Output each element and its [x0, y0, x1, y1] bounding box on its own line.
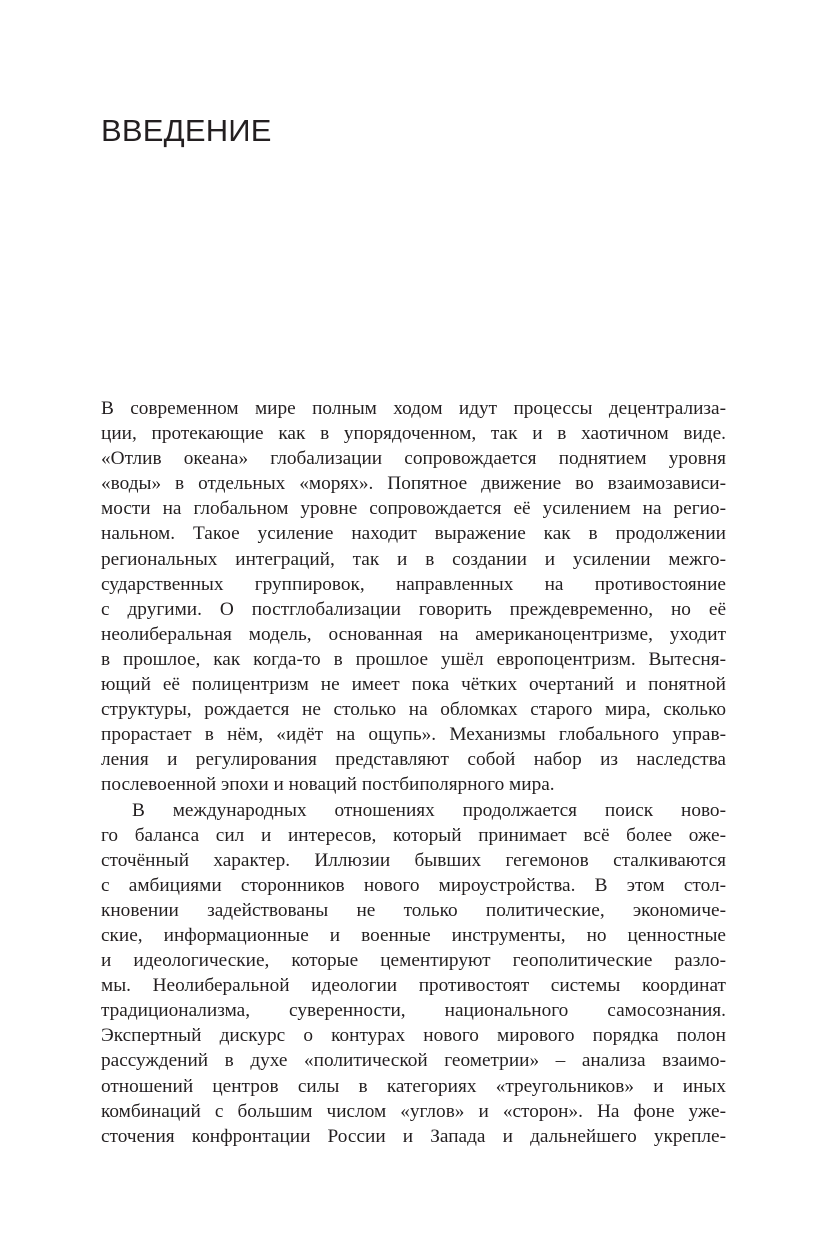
paragraph-2-line-7: и идеологические, которые цементируют геополитические разло-: [101, 950, 726, 972]
paragraph-2-line-14: сточения конфронтации России и Запада и дальнейшего укрепле-: [101, 1125, 726, 1147]
paragraph-1-line-9: с другими. О постглобализации говорить преждевременно, но её: [101, 598, 726, 620]
paragraph-1-line-15: ления и регулирования представляют собой набор из наследства: [101, 749, 726, 771]
paragraph-2-line-12: отношений центров силы в категориях «треугольников» и иных: [101, 1075, 726, 1097]
paragraph-1-line-8: сударственных группировок, направленных на противостояние: [101, 573, 726, 595]
paragraph-1-line-7: региональных интеграций, так и в создании и усилении межго-: [101, 548, 726, 570]
paragraph-1-line-16: послевоенной эпохи и новаций постбиполярного мира.: [101, 774, 555, 796]
page-title: ВВЕДЕНИЕ: [101, 113, 272, 148]
body-text: [101, 396, 726, 1149]
paragraph-1-line-4: «воды» в отдельных «морях». Попятное движение во взаимозависи-: [101, 473, 726, 495]
paragraph-1-line-12: ющий её полицентризм не имеет пока чётких очертаний и понятной: [101, 674, 726, 696]
paragraph-1-line-14: прорастает в нём, «идёт на ощупь». Механизмы глобального управ-: [101, 724, 726, 746]
paragraph-2-line-10: Экспертный дискурс о контурах нового мирового порядка полон: [101, 1025, 726, 1047]
paragraph-1-line-5: мости на глобальном уровне сопровождается её усилением на регио-: [101, 498, 726, 520]
paragraph-2-line-11: рассуждений в духе «политической геометрии» – анализа взаимо-: [101, 1050, 726, 1072]
paragraph-2-line-13: комбинаций с большим числом «углов» и «сторон». На фоне уже-: [101, 1100, 726, 1122]
paragraph-2-line-8: мы. Неолиберальной идеологии противостоят системы координат: [101, 975, 726, 997]
paragraph-1-line-6: нальном. Такое усиление находит выражение как в продолжении: [101, 523, 726, 545]
paragraph-2-line-1: В международных отношениях продолжается поиск ново-: [132, 799, 726, 821]
paragraph-1-line-13: структуры, рождается не столько на обломках старого мира, сколько: [101, 699, 726, 721]
paragraph-2-line-6: ские, информационные и военные инструменты, но ценностные: [101, 924, 726, 946]
paragraph-1-line-3: «Отлив океана» глобализации сопровождается поднятием уровня: [101, 448, 726, 470]
paragraph-2-line-4: с амбициями сторонников нового мироустройства. В этом стол-: [101, 874, 726, 896]
paragraph-2-line-2: го баланса сил и интересов, который принимает всё более оже-: [101, 824, 726, 846]
paragraph-2-line-9: традиционализма, суверенности, национального самосознания.: [101, 1000, 726, 1022]
paragraph-1-line-2: ции, протекающие как в упорядоченном, так и в хаотичном виде.: [101, 423, 726, 445]
paragraph-1-line-1: В современном мире полным ходом идут процессы децентрализа-: [101, 398, 726, 419]
paragraph-1-line-11: в прошлое, как когда-то в прошлое ушёл европоцентризм. Вытесня-: [101, 648, 726, 670]
paragraph-2-line-5: кновении задействованы не только политические, экономиче-: [101, 899, 726, 921]
paragraph-2-line-3: сточённый характер. Иллюзии бывших гегемонов сталкиваются: [101, 849, 726, 871]
paragraph-1-line-10: неолиберальная модель, основанная на американоцентризме, уходит: [101, 623, 726, 645]
